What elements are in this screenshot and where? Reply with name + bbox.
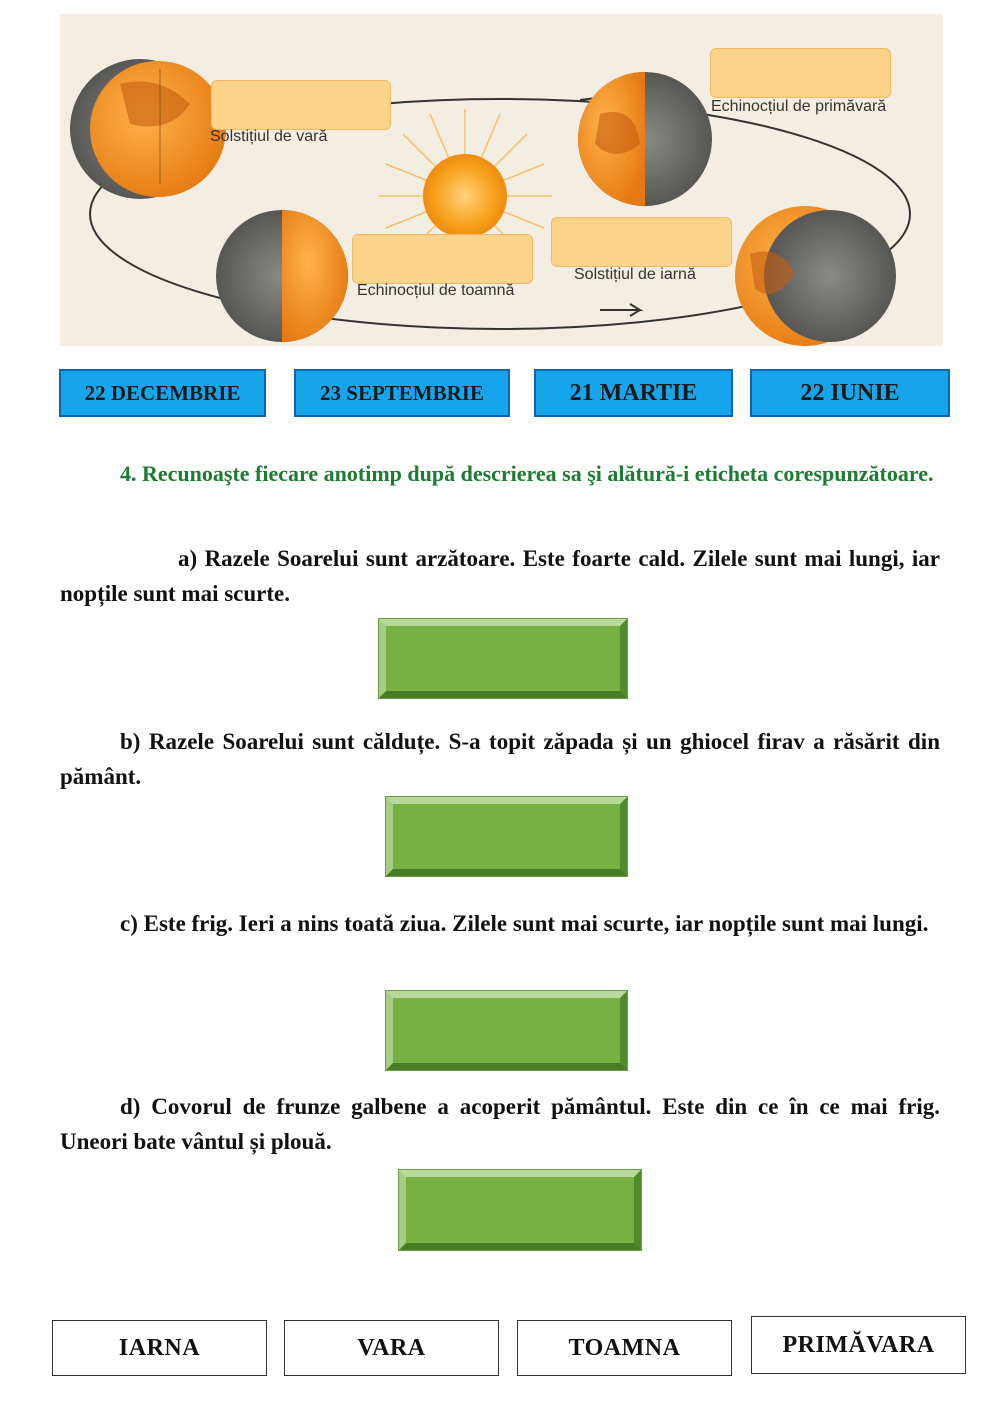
answer-box-c[interactable] [386, 991, 627, 1070]
earth-spring-icon [578, 72, 712, 206]
season-label-vara[interactable]: VARA [284, 1320, 499, 1376]
drop-zone-winter[interactable] [551, 217, 732, 267]
date-chip-22-iunie[interactable]: 22 IUNIE [750, 369, 950, 417]
season-label-toamna[interactable]: TOAMNA [517, 1320, 732, 1376]
label-winter-solstice: Solstițiul de iarnă [574, 266, 696, 283]
season-label-primavara[interactable]: PRIMĂVARA [751, 1316, 966, 1374]
answer-box-a[interactable] [379, 619, 627, 698]
earth-orbit-diagram [60, 14, 943, 346]
label-summer-solstice: Solstițiul de vară [210, 128, 328, 145]
item-d-text: d) Covorul de frunze galbene a acoperit pământul. Este din ce în ce mai frig. Uneori bate vântul și plouă. [60, 1094, 940, 1154]
drop-zone-spring[interactable] [710, 48, 891, 98]
label-spring-equinox: Echinocțiul de primăvară [711, 98, 887, 115]
earth-autumn-icon [216, 210, 348, 342]
date-chip-22-decembrie[interactable]: 22 DECEMBRIE [59, 369, 266, 417]
label-autumn-equinox: Echinocțiul de toamnă [357, 282, 515, 299]
date-chip-21-martie[interactable]: 21 MARTIE [534, 369, 733, 417]
sun-icon [423, 154, 507, 238]
season-label-iarna[interactable]: IARNA [52, 1320, 267, 1376]
drop-zone-autumn[interactable] [352, 234, 533, 284]
answer-box-b[interactable] [386, 797, 627, 876]
task-heading: 4. Recunoaşte fiecare anotimp după descrierea sa şi alătură-i eticheta corespunzătoare. [120, 461, 934, 486]
drop-zone-summer[interactable] [211, 80, 391, 130]
earth-winter-icon [735, 206, 896, 346]
item-b-text: b) Razele Soarelui sunt călduțe. S-a topit zăpada și un ghiocel firav a răsărit din pământ. [60, 729, 940, 789]
item-c-text: c) Este frig. Ieri a nins toată ziua. Zilele sunt mai scurte, iar nopțile sunt mai lungi. [120, 911, 929, 936]
earth-summer-icon [70, 59, 226, 199]
answer-box-d[interactable] [399, 1170, 641, 1250]
date-chip-23-septembrie[interactable]: 23 SEPTEMBRIE [294, 369, 510, 417]
item-a-text: a) Razele Soarelui sunt arzătoare. Este foarte cald. Zilele sunt mai lungi, iar nopțile sunt mai scurte. [60, 546, 940, 606]
